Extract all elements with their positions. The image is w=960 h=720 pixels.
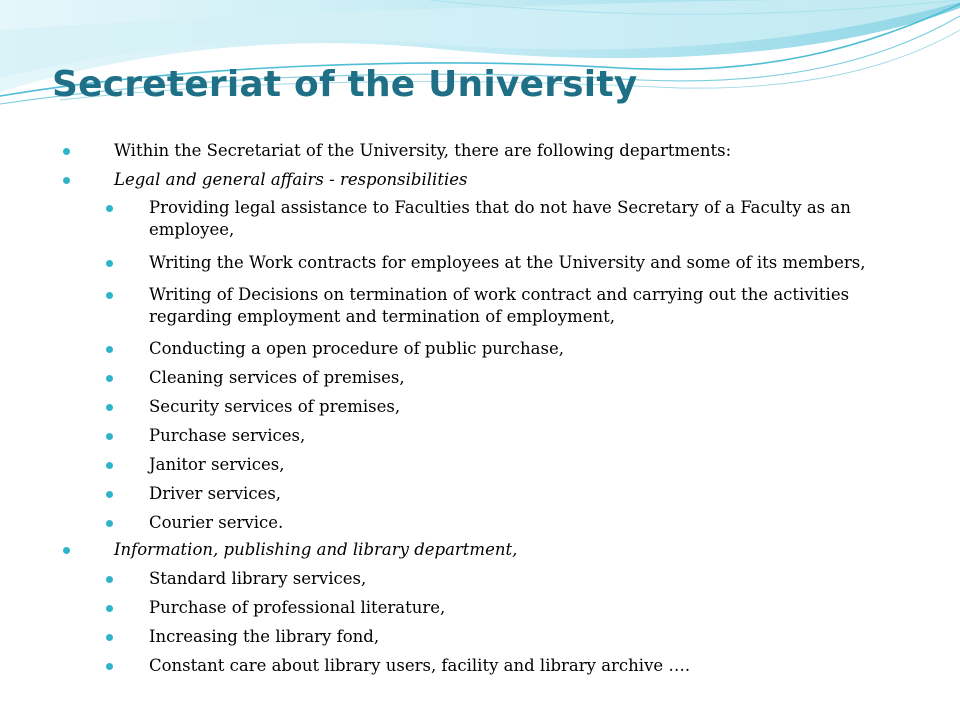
bullet-dot-icon — [106, 375, 113, 382]
bullet-dot-icon — [63, 547, 70, 554]
bullet-dot-icon — [106, 346, 113, 353]
sub-bullet-item — [0, 338, 960, 360]
bullet-dot-icon — [106, 663, 113, 670]
bullet-text: Janitor services, — [149, 455, 285, 474]
bullet-text: Within the Secretariat of the University, there are following departments: — [114, 141, 732, 160]
bullet-dot-icon — [63, 148, 70, 155]
bullet-dot-icon — [106, 634, 113, 641]
sub-bullet-item — [0, 425, 960, 447]
sub-bullet-item — [0, 512, 960, 534]
bullet-dot-icon — [106, 576, 113, 583]
sub-bullet-item — [0, 454, 960, 476]
bullet-text: Cleaning services of premises, — [149, 368, 405, 387]
bullet-item — [0, 140, 960, 162]
bullet-text: Security services of premises, — [149, 397, 401, 416]
bullet-text: Constant care about library users, facility and library archive …. — [149, 656, 691, 675]
bullet-text: Legal and general affairs - responsibilities — [114, 170, 468, 189]
bullet-dot-icon — [106, 205, 113, 212]
sub-bullet-item — [0, 396, 960, 418]
bullet-dot-icon — [106, 491, 113, 498]
bullet-dot-icon — [106, 433, 113, 440]
bullet-dot-icon — [106, 404, 113, 411]
bullet-text: Providing legal assistance to Faculties that do not have Secretary of a Faculty as an employee, — [149, 198, 851, 239]
bullet-dot-icon — [63, 177, 70, 184]
bullet-text: Writing the Work contracts for employees at the University and some of its members, — [149, 253, 866, 272]
bullet-text: Conducting a open procedure of public purchase, — [149, 339, 564, 358]
bullet-text: Increasing the library fond, — [149, 627, 380, 646]
bullet-dot-icon — [106, 520, 113, 527]
sub-bullet-item — [0, 284, 960, 328]
bullet-text: Information, publishing and library department, — [114, 540, 518, 559]
bullet-text: Purchase services, — [149, 426, 306, 445]
bullet-text: Purchase of professional literature, — [149, 598, 446, 617]
sub-bullet-item — [0, 597, 960, 619]
bullet-dot-icon — [106, 260, 113, 267]
bullet-text: Writing of Decisions on termination of work contract and carrying out the activities regarding employment and termination of employment, — [149, 285, 850, 326]
bullet-text: Driver services, — [149, 484, 282, 503]
sub-bullet-item — [0, 626, 960, 648]
bullet-dot-icon — [106, 292, 113, 299]
bullet-item — [0, 169, 960, 191]
bullet-item — [0, 539, 960, 561]
bullet-text: Courier service. — [149, 513, 284, 532]
sub-bullet-item — [0, 483, 960, 505]
sub-bullet-item — [0, 655, 960, 677]
sub-bullet-item — [0, 367, 960, 389]
bullet-dot-icon — [106, 462, 113, 469]
bullet-text: Standard library services, — [149, 569, 367, 588]
slide-title: Secreteriat of the University — [52, 64, 638, 105]
bullet-list — [0, 140, 960, 677]
sub-bullet-item — [0, 197, 960, 241]
sub-bullet-item — [0, 252, 960, 274]
bullet-dot-icon — [106, 605, 113, 612]
sub-bullet-item — [0, 568, 960, 590]
